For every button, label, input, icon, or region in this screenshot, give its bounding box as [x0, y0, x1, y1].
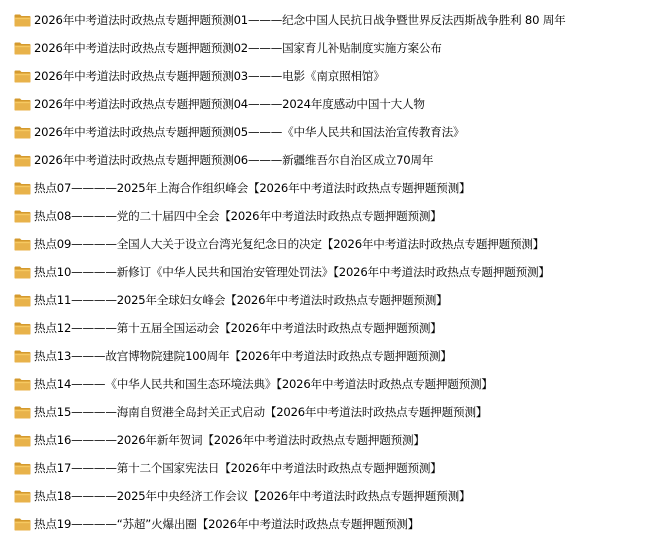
folder-icon	[14, 434, 31, 447]
folder-item[interactable]	[0, 62, 654, 90]
folder-icon	[14, 238, 31, 251]
folder-item[interactable]	[0, 146, 654, 174]
folder-name: 2026年中考道法时政热点专题押题预测05———《中华人民共和国法治宣传教育法》	[34, 125, 465, 139]
folder-name: 热点18————2025年中央经济工作会议【2026年中考道法时政热点专题押题预测】	[34, 489, 471, 503]
folder-icon	[14, 266, 31, 279]
folder-item[interactable]	[0, 398, 654, 426]
folder-name: 热点15————海南自贸港全岛封关正式启动【2026年中考道法时政热点专题押题预测】	[34, 405, 488, 419]
folder-item[interactable]	[0, 314, 654, 342]
folder-item[interactable]	[0, 202, 654, 230]
folder-icon	[14, 490, 31, 503]
folder-name: 热点08————党的二十届四中全会【2026年中考道法时政热点专题押题预测】	[34, 209, 442, 223]
folder-name: 2026年中考道法时政热点专题押题预测06———新疆维吾尔自治区成立70周年	[34, 153, 434, 167]
folder-name: 热点10————新修订《中华人民共和国治安管理处罚法》【2026年中考道法时政热点专题押题预测】	[34, 265, 550, 279]
folder-item[interactable]	[0, 34, 654, 62]
folder-item[interactable]	[0, 258, 654, 286]
folder-icon	[14, 518, 31, 531]
folder-name: 热点09————全国人大关于设立台湾光复纪念日的决定【2026年中考道法时政热点专题押题预测】	[34, 237, 545, 251]
folder-icon	[14, 98, 31, 111]
folder-item[interactable]	[0, 230, 654, 258]
folder-item[interactable]	[0, 286, 654, 314]
folder-icon	[14, 462, 31, 475]
folder-item[interactable]	[0, 510, 654, 538]
folder-icon	[14, 42, 31, 55]
folder-name: 热点13———故宫博物院建院100周年【2026年中考道法时政热点专题押题预测】	[34, 349, 452, 363]
folder-name: 热点19————“苏超”火爆出圈【2026年中考道法时政热点专题押题预测】	[34, 517, 420, 531]
folder-icon	[14, 70, 31, 83]
folder-item[interactable]	[0, 454, 654, 482]
folder-icon	[14, 182, 31, 195]
folder-name: 2026年中考道法时政热点专题押题预测02———国家育儿补贴制度实施方案公布	[34, 41, 442, 55]
folder-name: 热点16————2026年新年贺词【2026年中考道法时政热点专题押题预测】	[34, 433, 425, 447]
folder-name: 2026年中考道法时政热点专题押题预测03———电影《南京照相馆》	[34, 69, 385, 83]
folder-item[interactable]	[0, 174, 654, 202]
folder-icon	[14, 154, 31, 167]
folder-name: 2026年中考道法时政热点专题押题预测01———纪念中国人民抗日战争暨世界反法西斯战争胜利 80 周年	[34, 13, 566, 27]
folder-item[interactable]	[0, 118, 654, 146]
folder-icon	[14, 210, 31, 223]
folder-item[interactable]	[0, 342, 654, 370]
folder-icon	[14, 126, 31, 139]
folder-name: 热点12————第十五届全国运动会【2026年中考道法时政热点专题押题预测】	[34, 321, 442, 335]
folder-name: 热点07————2025年上海合作组织峰会【2026年中考道法时政热点专题押题预测】	[34, 181, 471, 195]
folder-name: 2026年中考道法时政热点专题押题预测04———2024年度感动中国十大人物	[34, 97, 425, 111]
folder-icon	[14, 350, 31, 363]
folder-icon	[14, 378, 31, 391]
folder-name: 热点11————2025年全球妇女峰会【2026年中考道法时政热点专题押题预测】	[34, 293, 448, 307]
folder-icon	[14, 14, 31, 27]
folder-item[interactable]	[0, 90, 654, 118]
folder-item[interactable]	[0, 482, 654, 510]
folder-name: 热点14———《中华人民共和国生态环境法典》【2026年中考道法时政热点专题押题预测】	[34, 377, 493, 391]
folder-name: 热点17————第十二个国家宪法日【2026年中考道法时政热点专题押题预测】	[34, 461, 442, 475]
folder-icon	[14, 406, 31, 419]
folder-list	[0, 6, 654, 538]
folder-icon	[14, 322, 31, 335]
folder-icon	[14, 294, 31, 307]
folder-item[interactable]	[0, 426, 654, 454]
folder-item[interactable]	[0, 6, 654, 34]
folder-item[interactable]	[0, 370, 654, 398]
